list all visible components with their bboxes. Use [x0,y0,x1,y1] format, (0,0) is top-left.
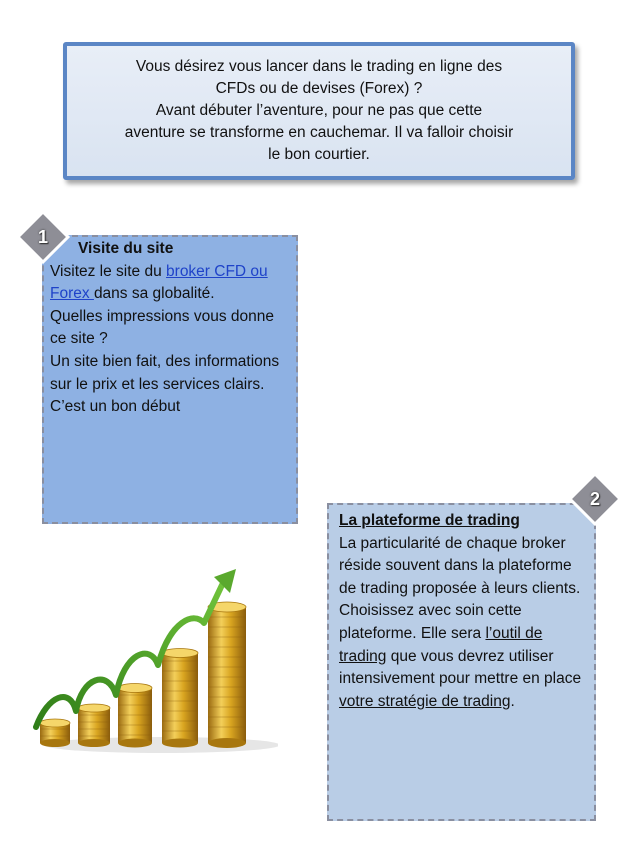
outil-de-trading-term: l’outil de trading [339,624,543,665]
step1-text-b: dans sa globalité. [93,285,215,303]
step1-text [50,261,290,306]
intro-text [125,56,514,166]
broker-link[interactable]: broker CFD ou Forex [50,262,268,303]
intro-line-5: le bon courtier. [268,146,370,163]
strategie-de-trading-term: votre stratégie de trading [339,692,511,710]
step1-title: Visite du site [78,240,174,257]
step2-text-b: que vous devrez utiliser intensivement pour mettre en place [339,647,582,688]
intro-line-4: aventure se transforme en cauchemar. Il va falloir choisir [124,124,514,141]
step1-box [42,235,298,524]
intro-box [63,42,575,180]
step1-conclusion: Un site bien fait, des informations sur le prix et les services clairs. C’est un bon début [50,352,280,416]
gold-coin-stacks-growth-arrow-icon [32,565,278,753]
step2-text [339,533,586,714]
step2-badge [568,472,622,526]
step2-number: 2 [589,488,600,509]
step1-number: 1 [37,226,48,247]
step2-box [327,503,596,821]
step2-title: La plateforme de trading [339,512,520,529]
step1-text-a: Visitez le site du [50,262,167,280]
step2-text-c: . [510,692,515,710]
step2-text-a: La particularité de chaque broker réside souvent dans la plateforme de trading proposée à leurs clients. Choisissez avec soin cette plateforme. Elle sera [339,534,581,642]
intro-line-2: CFDs ou de devises (Forex) ? [215,80,423,97]
step1-question: Quelles impressions vous donne ce site ? [50,307,275,348]
intro-line-3: Avant débuter l’aventure, pour ne pas que cette [155,102,483,119]
intro-line-1: Vous désirez vous lancer dans le trading en ligne des [135,58,503,75]
step1-badge [16,210,70,264]
